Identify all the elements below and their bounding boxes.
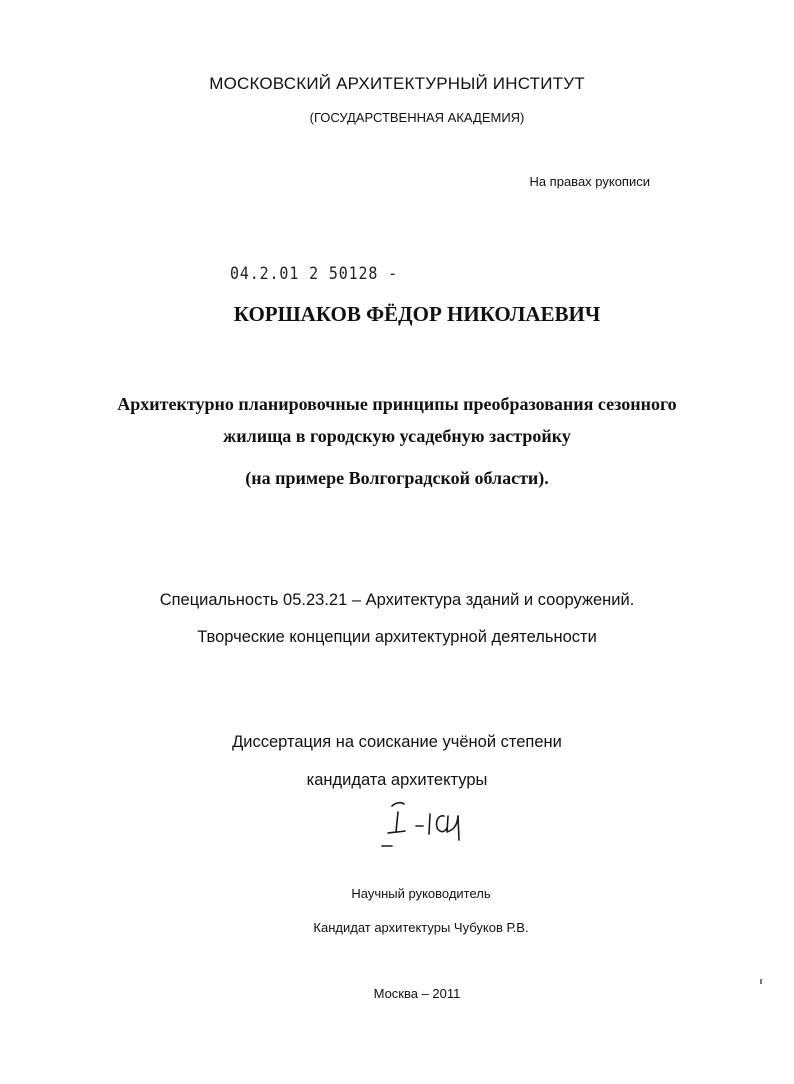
supervisor-name: Кандидат архитектуры Чубуков Р.В.: [313, 920, 529, 935]
thesis-title-line-2: жилища в городскую усадебную застройку: [223, 426, 571, 446]
thesis-title-line-1: Архитектурно планировочные принципы преобразования сезонного: [117, 394, 677, 414]
specialty-line-1: Специальность 05.23.21 – Архитектура зданий и сооружений.: [159, 591, 635, 609]
city-year: Москва – 2011: [373, 986, 461, 1001]
manuscript-note: На правах рукописи: [529, 174, 650, 189]
academy-subtitle: (ГОСУДАРСТВЕННАЯ АКАДЕМИЯ): [309, 110, 525, 125]
supervisor-label: Научный руководитель: [351, 886, 491, 901]
scan-speck: [760, 979, 762, 984]
thesis-title-line-3: (на примере Волгоградской области).: [245, 468, 549, 488]
author-name: КОРШАКОВ ФЁДОР НИКОЛАЕВИЧ: [233, 302, 601, 326]
degree-line-2: кандидата архитектуры: [306, 771, 488, 789]
specialty-line-2: Творческие концепции архитектурной деятельности: [197, 628, 597, 646]
degree-line-1: Диссертация на соискание учёной степени: [232, 733, 562, 751]
handwritten-mark: [372, 800, 482, 860]
archive-stamp-number: 04.2.01 2 50128 -: [230, 264, 399, 284]
institute-name: МОСКОВСКИЙ АРХИТЕКТУРНЫЙ ИНСТИТУТ: [209, 74, 585, 93]
